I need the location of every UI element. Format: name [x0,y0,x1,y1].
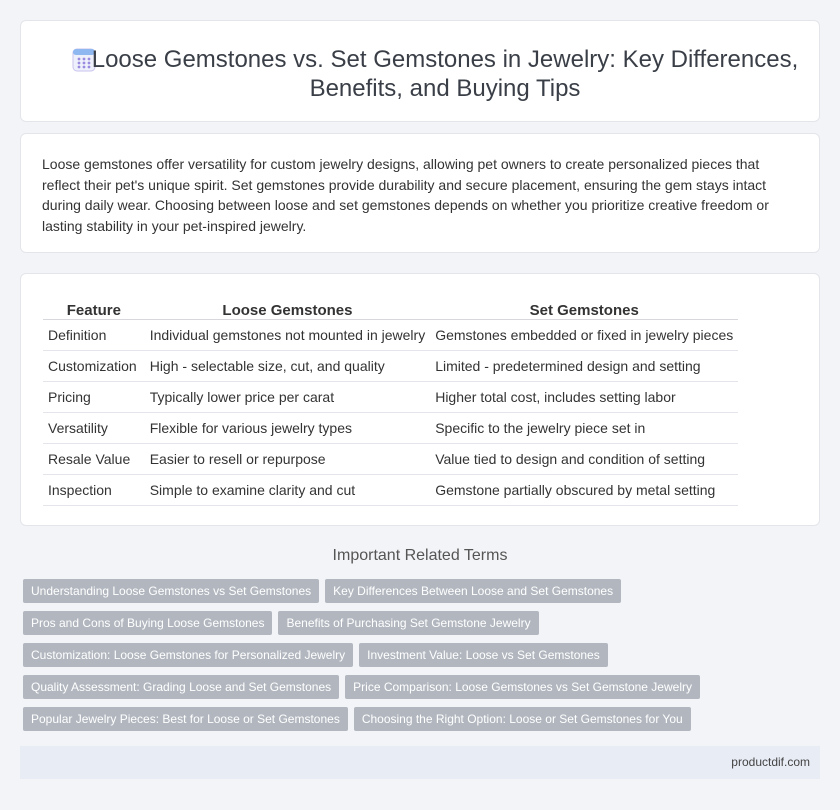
table-row [43,319,738,350]
table-header-row [43,295,738,319]
feature-cell: Customization [43,350,145,381]
related-term-tag[interactable]: Customization: Loose Gemstones for Personalized Jewelry [23,643,353,667]
table-row [43,412,738,443]
feature-cell: Definition [43,319,145,350]
loose-cell: Simple to examine clarity and cut [145,474,431,505]
intro-paragraph: Loose gemstones offer versatility for custom jewelry designs, allowing pet owners to create personalized pieces that reflect their pet's unique spirit. Set gemstones provide durability and secure placement, ensuring the gem stays intact during daily wear. Choosing between loose and set gemstones depends on whether you prioritize creative freedom or lasting stability in your pet-inspired jewelry. [42,156,769,234]
set-cell: Value tied to design and condition of setting [430,443,738,474]
comparison-card [20,273,820,526]
set-cell: Limited - predetermined design and setting [430,350,738,381]
table-row [43,443,738,474]
set-cell: Gemstone partially obscured by metal setting [430,474,738,505]
loose-cell: Easier to resell or repurpose [145,443,431,474]
related-term-tag[interactable]: Investment Value: Loose vs Set Gemstones [359,643,608,667]
page-title: Loose Gemstones vs. Set Gemstones in Jewelry: Key Differences, Benefits, and Buying Tips [91,46,799,102]
table-row [43,381,738,412]
loose-cell: Individual gemstones not mounted in jewelry [145,319,431,350]
set-cell: Specific to the jewelry piece set in [430,412,738,443]
loose-cell: Typically lower price per carat [145,381,431,412]
related-terms-list [23,579,813,731]
related-terms-heading: Important Related Terms [332,547,508,564]
header-card [20,20,820,122]
related-term-tag[interactable]: Key Differences Between Loose and Set Gemstones [325,579,621,603]
related-term-tag[interactable]: Benefits of Purchasing Set Gemstone Jewelry [278,611,538,635]
feature-cell: Pricing [43,381,145,412]
header-feature: Feature [43,295,145,319]
table-row [43,350,738,381]
related-term-tag[interactable]: Price Comparison: Loose Gemstones vs Set Gemstone Jewelry [345,675,700,699]
related-term-tag[interactable]: Understanding Loose Gemstones vs Set Gemstones [23,579,319,603]
set-cell: Higher total cost, includes setting labor [430,381,738,412]
related-term-tag[interactable]: Quality Assessment: Grading Loose and Set Gemstones [23,675,339,699]
set-cell: Gemstones embedded or fixed in jewelry pieces [430,319,738,350]
related-term-tag[interactable]: Choosing the Right Option: Loose or Set Gemstones for You [354,707,691,731]
intro-card [20,133,820,253]
table-row [43,474,738,505]
feature-cell: Versatility [43,412,145,443]
loose-cell: Flexible for various jewelry types [145,412,431,443]
header-set: Set Gemstones [430,295,738,319]
feature-cell: Resale Value [43,443,145,474]
footer-site-link[interactable]: productdif.com [731,755,810,769]
related-term-tag[interactable]: Popular Jewelry Pieces: Best for Loose or Set Gemstones [23,707,348,731]
loose-cell: High - selectable size, cut, and quality [145,350,431,381]
related-term-tag[interactable]: Pros and Cons of Buying Loose Gemstones [23,611,272,635]
footer-bar [20,746,820,779]
feature-cell: Inspection [43,474,145,505]
header-loose: Loose Gemstones [145,295,431,319]
comparison-table [43,295,738,506]
